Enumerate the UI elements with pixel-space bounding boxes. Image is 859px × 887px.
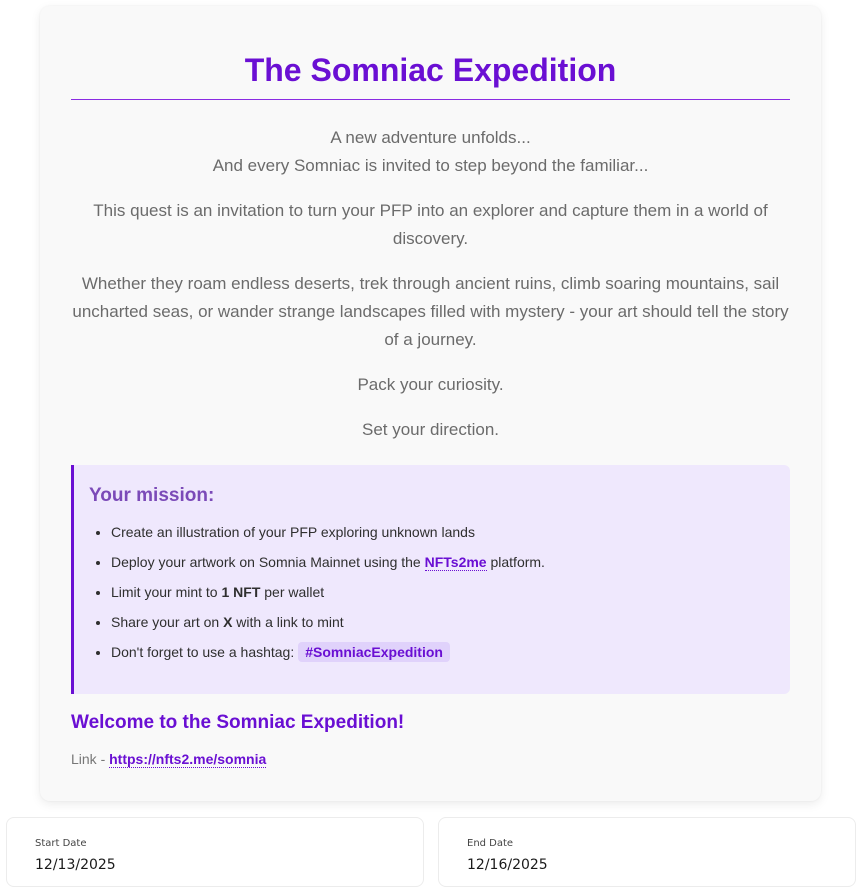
- intro-line-1: A new adventure unfolds...: [330, 128, 531, 147]
- link-line: [71, 749, 790, 769]
- mission-list: [89, 521, 770, 671]
- journey-paragraph: Whether they roam endless deserts, trek through ancient ruins, climb soaring mountains, sail uncharted seas, or wander strange landscapes filled with mystery - your art should tell the story of a journey.: [72, 274, 789, 349]
- direction-paragraph: Set your direction.: [361, 420, 499, 439]
- welcome-heading: Welcome to the Somniac Expedition!: [71, 712, 405, 733]
- mission-item-share: • Share your art on X with a link to mint: [111, 611, 770, 641]
- mission-item-deploy: • Deploy your artwork on Somnia Mainnet using the NFTs2me platform.: [111, 551, 770, 581]
- intro-paragraph: [71, 124, 790, 180]
- link-label: Link -: [71, 751, 110, 767]
- quest-description: [71, 124, 790, 444]
- intro-line-2: And every Somniac is invited to step beyond the familiar...: [212, 156, 649, 175]
- mission-item-limit: • Limit your mint to 1 NFT per wallet: [111, 581, 770, 611]
- mint-link[interactable]: https://nfts2.me/somnia: [109, 751, 267, 767]
- mission-heading: Your mission:: [89, 485, 215, 506]
- end-date-box: [438, 817, 856, 887]
- page-title: The Somniac Expedition: [244, 52, 617, 88]
- pack-paragraph: Pack your curiosity.: [357, 375, 504, 394]
- nft-limit: 1 NFT: [221, 584, 261, 600]
- start-date-box: [6, 817, 424, 887]
- x-platform: X: [223, 614, 233, 630]
- start-date-label: Start Date: [35, 838, 87, 849]
- end-date-value: 12/16/2025: [467, 857, 548, 873]
- start-date-value: 12/13/2025: [35, 857, 116, 873]
- quest-card: [40, 6, 821, 801]
- mission-box: [71, 465, 790, 694]
- end-date-label: End Date: [467, 838, 514, 849]
- mission-item-hashtag: • Don't forget to use a hashtag: #SomniacExpedition: [111, 641, 770, 671]
- invitation-paragraph: This quest is an invitation to turn your PFP into an explorer and capture them in a world of discovery.: [93, 201, 768, 248]
- hashtag-badge: #SomniacExpedition: [298, 642, 450, 662]
- title-divider: [71, 99, 790, 100]
- mission-item-illustration: • Create an illustration of your PFP exploring unknown lands: [111, 521, 770, 551]
- nfts2me-link[interactable]: NFTs2me: [424, 554, 487, 570]
